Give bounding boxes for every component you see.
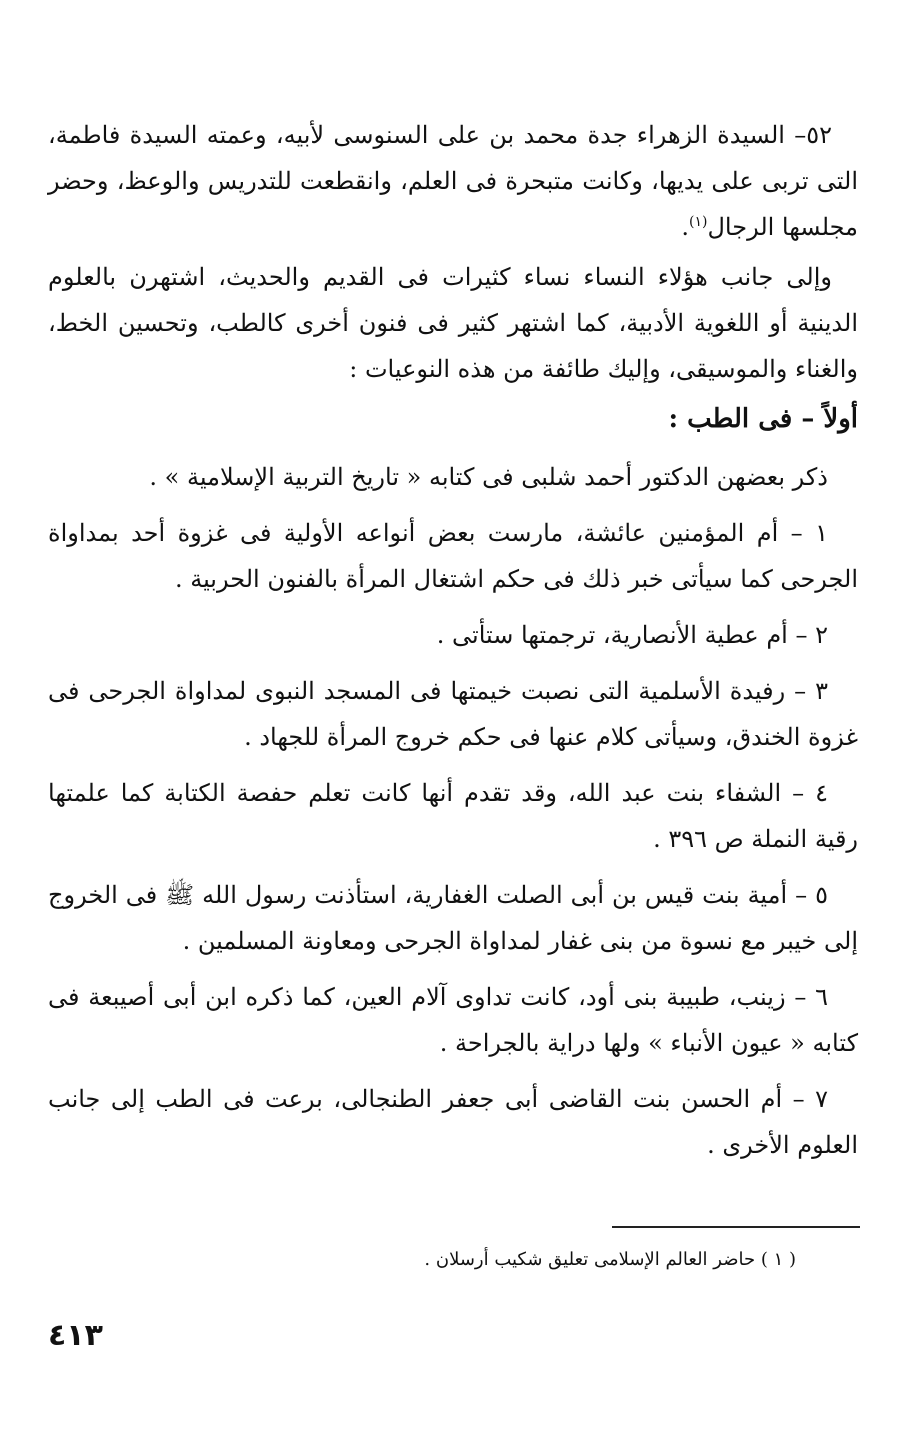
list-item: ٣ – رفيدة الأسلمية التى نصبت خيمتها فى المسجد النبوى لمداواة الجرحى فى غزوة الخندق، وسيأتى كلام عنها فى حكم خروج المرأة للجهاد .: [48, 677, 858, 751]
section-heading: أولاً – فى الطب :: [668, 404, 858, 434]
list-item: ١ – أم المؤمنين عائشة، مارست بعض أنواعه الأولية فى غزوة أحد بمداواة الجرحى كما سيأتى خبر ذلك فى حكم اشتغال المرأة بالفنون الحربية .: [48, 519, 858, 593]
list-item: ٢ – أم عطية الأنصارية، ترجمتها ستأتى .: [436, 621, 828, 649]
footnote-reference: (١): [689, 214, 708, 230]
entry-52-text: ٥٢– السيدة الزهراء جدة محمد بن على السنوسى لأبيه، وعمته السيدة فاطمة، التى تربى على يديها، وكانت متبحرة فى العلم، وانقطعت للتدريس والوعظ، وحضر مجلسها الرجال: [48, 121, 858, 241]
list-item: ٤ – الشفاء بنت عبد الله، وقد تقدم أنها كانت تعلم حفصة الكتابة كما علمتها رقية النملة ص ٣٩٦ .: [48, 779, 858, 853]
footnote: ( ١ ) حاضر العالم الإسلامى تعليق شكيب أرسلان .: [424, 1249, 796, 1270]
paragraph-entry-52: [48, 112, 858, 250]
footnote-divider: [612, 1226, 860, 1228]
section-lead: ذكر بعضهن الدكتور أحمد شلبى فى كتابه « تاريخ التربية الإسلامية » .: [149, 463, 828, 491]
body-text: [48, 112, 858, 1178]
list-item: ٧ – أم الحسن بنت القاضى أبى جعفر الطنجالى، برعت فى الطب إلى جانب العلوم الأخرى .: [48, 1085, 858, 1159]
paragraph-intro: وإلى جانب هؤلاء النساء نساء كثيرات فى القديم والحديث، اشتهرن بالعلوم الدينية أو اللغوية الأدبية، كما اشتهر كثير فى فنون أخرى كالطب، وتحسين الخط، والغناء والموسيقى، وإليك طائفة من هذه النوعيات :: [48, 263, 858, 383]
entry-52-end: .: [681, 213, 690, 241]
page-number: ٤١٣: [48, 1318, 103, 1353]
list-item: ٥ – أمية بنت قيس بن أبى الصلت الغفارية، استأذنت رسول الله ﷺ فى الخروج إلى خيبر مع نسوة من بنى غفار لمداواة الجرحى ومعاونة المسلمين .: [48, 881, 858, 955]
list-item: ٦ – زينب، طبيبة بنى أود، كانت تداوى آلام العين، كما ذكره ابن أبى أصيبعة فى كتابه « عيون الأنباء » ولها دراية بالجراحة .: [48, 983, 858, 1057]
